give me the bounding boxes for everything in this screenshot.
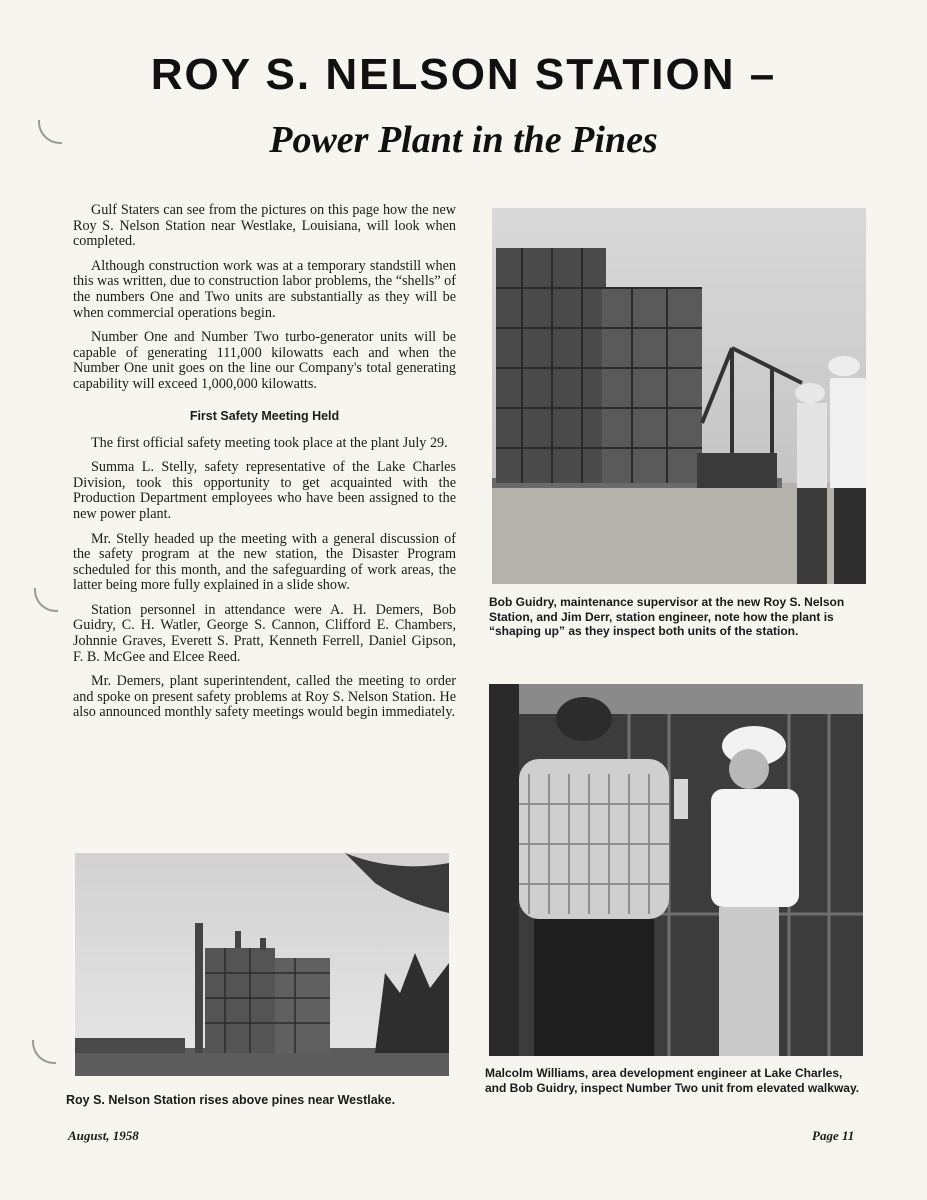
- photo-elevated-walkway: [489, 684, 863, 1056]
- page-subtitle: Power Plant in the Pines: [269, 119, 658, 161]
- caption-elevated-walkway: Malcolm Williams, area development engineer at Lake Charles, and Bob Guidry, inspect Number Two unit from elevated walkway.: [485, 1066, 860, 1095]
- article-paragraph: Mr. Stelly headed up the meeting with a general discussion of the safety program at the new station, the Disaster Program scheduled for this month, and the safeguarding of work areas, the latter being more fully explained in a slide show.: [73, 530, 456, 594]
- article-paragraph: Although construction work was at a temporary standstill when this was written, due to construction labor problems, the “shells” of the numbers One and Two units are substantially as they will be when commercial operations begin.: [73, 257, 456, 321]
- binder-hole-middle: [34, 588, 58, 612]
- article-paragraph: Summa L. Stelly, safety representative of the Lake Charles Division, took this opportunity to get acquainted with the Production Department employees who have been assigned to the new power plant.: [73, 459, 456, 522]
- photo-station-pines: [75, 853, 449, 1076]
- footer-page-number: Page 11: [812, 1128, 855, 1143]
- footer-date: August, 1958: [68, 1128, 139, 1143]
- section-heading: First Safety Meeting Held: [189, 408, 340, 423]
- article-paragraph: Gulf Staters can see from the pictures on this page how the new Roy S. Nelson Station near Westlake, Louisiana, will look when completed.: [73, 202, 456, 250]
- binder-hole-bottom: [32, 1040, 56, 1064]
- caption-station-pines: Roy S. Nelson Station rises above pines near Westlake.: [66, 1093, 396, 1107]
- caption-construction-site: Bob Guidry, maintenance supervisor at the new Roy S. Nelson Station, and Jim Derr, station engineer, note how the plant is “shaping up” as they inspect both units of the station.: [489, 595, 845, 639]
- photo-construction-site: [492, 208, 866, 584]
- article-paragraph: Mr. Demers, plant superintendent, called the meeting to order and spoke on present safety problems at Roy S. Nelson Station. He also announced monthly safety meetings would begin immediately.: [73, 673, 456, 721]
- article-body: [73, 203, 456, 730]
- article-paragraph: The first official safety meeting took place at the plant July 29.: [91, 434, 448, 451]
- page-title: ROY S. NELSON STATION –: [150, 50, 777, 99]
- article-paragraph: Station personnel in attendance were A. H. Demers, Bob Guidry, C. H. Watler, George S. Cannon, Clifford E. Chambers, Johnnie Graves, Everett S. Pratt, Kenneth Ferrell, Daniel Gipson, F. B. McGee and Elcee Reed.: [73, 601, 456, 665]
- article-paragraph: Number One and Number Two turbo-generator units will be capable of generating 111,000 kilowatts each and when the Number One unit goes on the line our Company's total generating capability will exceed 1,000,000 kilowatts.: [73, 329, 456, 392]
